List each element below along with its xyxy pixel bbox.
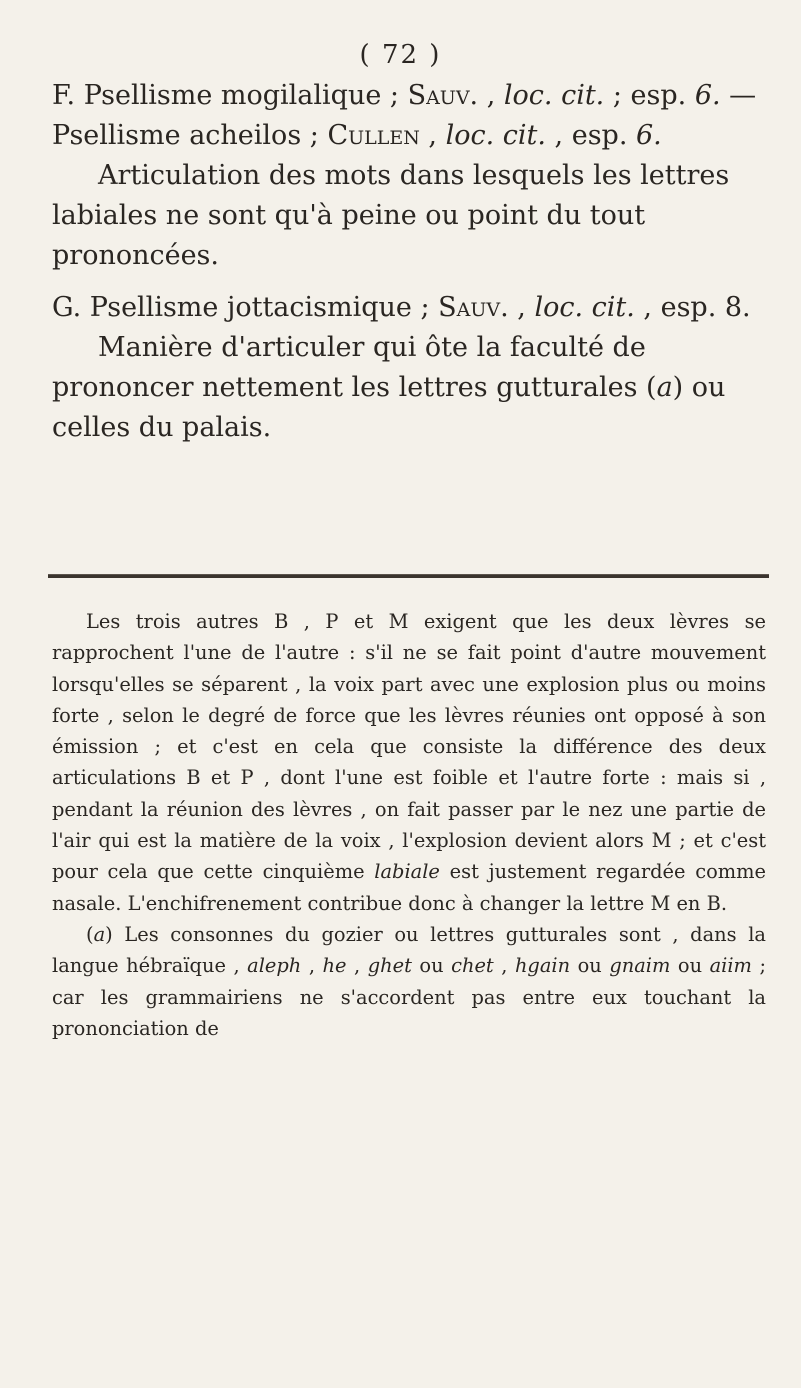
footnote-marker: a (93, 922, 106, 946)
footnote-marker: a (656, 372, 673, 403)
author-sauvages: Sauv. (438, 292, 509, 323)
author-sauvages: Sauv. (407, 80, 479, 111)
footnote-divider (48, 574, 769, 578)
footnote-paragraph-labials: Les trois autres B , P et M exigent que les deux lèvres se rapprochent l'une de l'autre : s'il ne se fait point d'autre mouvement lorsqu'elles se séparent , la voix part avec une explosion plus ou moins forte , selon le degré de force que les lèvres réunies ont opposé à son émission ; et c'est en cela que consiste la différence des deux articulations B et P , dont l'une est foible et l'autre forte : mais si , pendant la réunion des lèvres , on fait passer par le nez une partie de l'air qui est la matière de la voix , l'explosion devient alors M ; et c'est pour cela que cette cinquième labiale est justement regardée comme nasale. L'enchifrenement contribue donc à changer la lettre M en B. (52, 610, 766, 915)
entry-g-description: Manière d'articuler qui ôte la faculté de prononcer nettement les lettres gutturales (a) ou celles du palais. (52, 332, 726, 443)
entry-f-heading: F. Psellisme mogilalique ; Sauv. , loc. cit. ; esp. 6. — Psellisme acheilos ; Cullen , loc. cit. , esp. 6. (52, 80, 757, 151)
main-text (52, 76, 766, 448)
page-number: ( 72 ) (359, 40, 442, 70)
author-cullen: Cullen (327, 120, 420, 151)
entry-f-description: Articulation des mots dans lesquels les lettres labiales ne sont qu'à peine ou point du tout prononcées. (52, 160, 730, 271)
footnote-paragraph-gutturals: (a) Les consonnes du gozier ou lettres gutturales sont , dans la langue hébraïque , aleph , he , ghet ou chet , hgain ou gnaim ou aiim ; car les grammairiens ne s'accordent pas entre eux touchant la prononciation de (52, 922, 767, 1040)
footnotes (52, 606, 766, 1044)
entry-g-heading: G. Psellisme jottacismique ; Sauv. , loc. cit. , esp. 8. (52, 292, 751, 323)
